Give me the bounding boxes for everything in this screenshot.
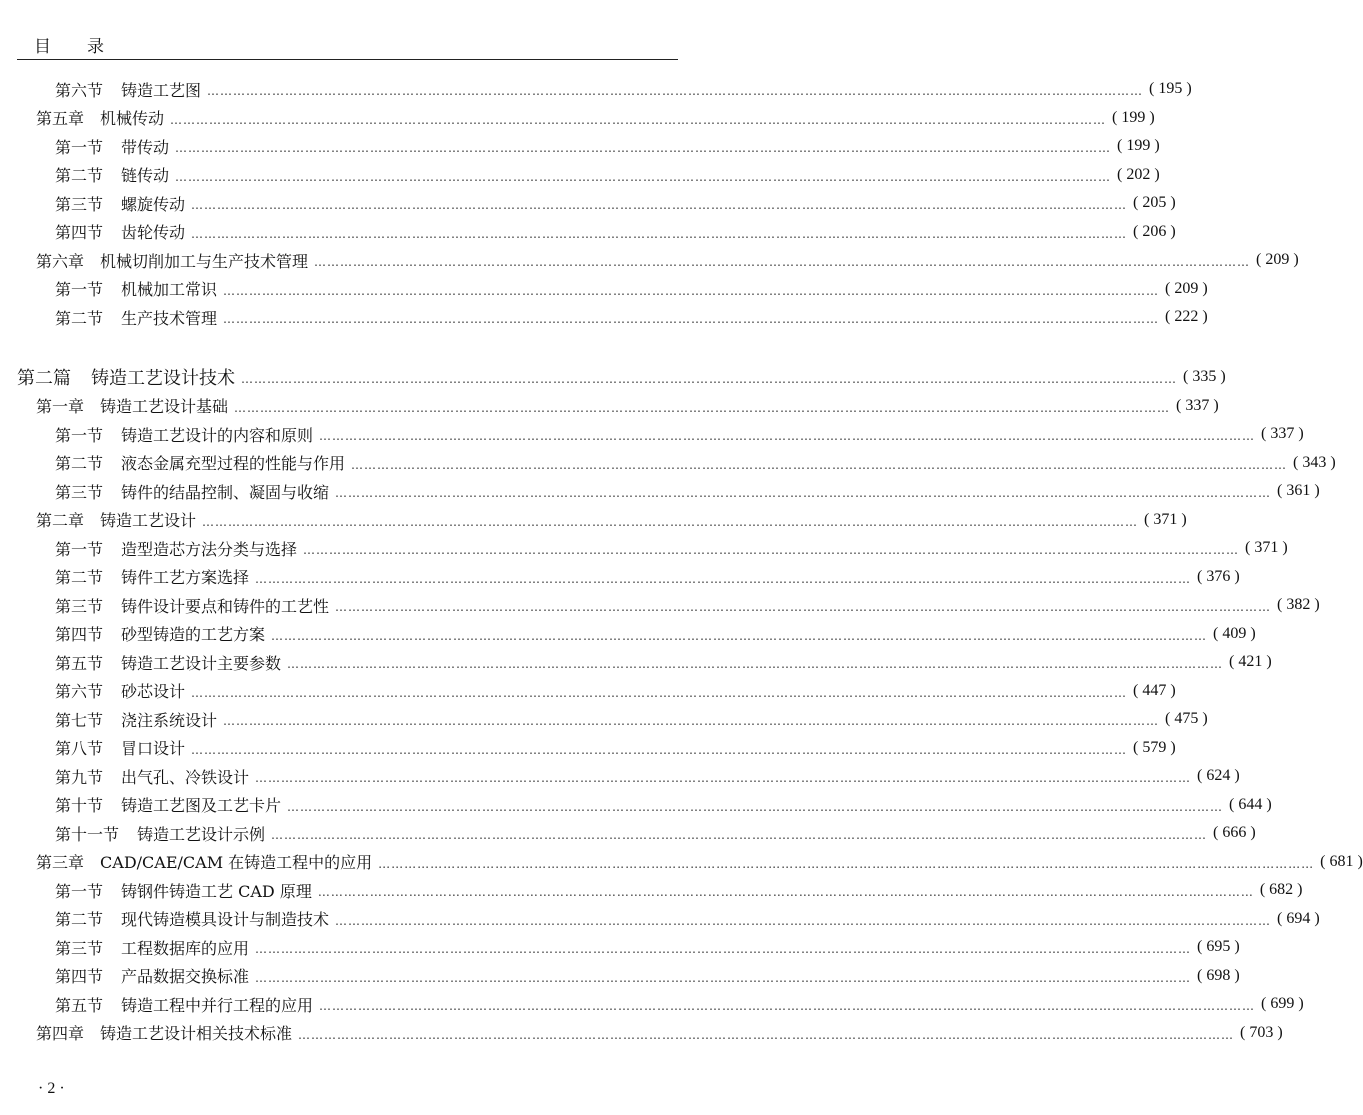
toc-leader-dots: ……………………………………………………………………………………………………………………………………………………………………………………………… xyxy=(255,771,1192,785)
toc-entry-page: ( 371 ) xyxy=(1245,539,1288,556)
toc-entry-title: 砂型铸造的工艺方案 xyxy=(121,625,266,644)
toc-entry-title: 铸造工艺设计的内容和原则 xyxy=(121,425,314,445)
toc-entry-page: ( 624 ) xyxy=(1197,767,1240,784)
toc-entry-page: ( 421 ) xyxy=(1229,653,1272,670)
toc-entry-page: ( 475 ) xyxy=(1165,710,1208,727)
toc-leader-dots: ……………………………………………………………………………………………………………………………………………………………………………………………… xyxy=(287,657,1224,671)
toc-entry-title: 铸钢件铸造工艺 CAD 原理 xyxy=(121,881,312,901)
toc-entry-title: 铸造工艺设计示例 xyxy=(137,824,266,844)
toc-entry[interactable] xyxy=(36,1020,1283,1046)
toc-leader-dots: ……………………………………………………………………………………………………………………………………………………………………………………………… xyxy=(335,486,1272,500)
toc-entry-title: 链传动 xyxy=(121,166,170,185)
toc-entry-page: ( 447 ) xyxy=(1133,681,1176,699)
toc-leader-dots: ……………………………………………………………………………………………………………………………………………………………………………………………… xyxy=(170,112,1107,127)
toc-entry[interactable] xyxy=(55,934,1240,960)
toc-leader-dots: ……………………………………………………………………………………………………………………………………………………………………………………………… xyxy=(298,1027,1235,1042)
page-number: · 2 · xyxy=(38,1080,65,1097)
toc-leader-dots: ……………………………………………………………………………………………………………………………………………………………………………………………… xyxy=(319,999,1256,1013)
toc-entry[interactable] xyxy=(55,763,1240,789)
toc-entry-title: 机械切削加工与生产技术管理 xyxy=(100,251,309,271)
toc-entry-title: 砂芯设计 xyxy=(121,682,186,701)
toc-entry[interactable] xyxy=(55,219,1176,245)
toc-entry-page: ( 695 ) xyxy=(1197,938,1240,955)
toc-leader-dots: ……………………………………………………………………………………………………………………………………………………………………………………………… xyxy=(223,714,1160,728)
toc-entry-page: ( 205 ) xyxy=(1133,194,1176,211)
toc-leader-dots: ……………………………………………………………………………………………………………………………………………………………………………………………… xyxy=(287,799,1224,814)
toc-leader-dots: ……………………………………………………………………………………………………………………………………………………………………………………………… xyxy=(191,198,1128,212)
toc-leader-dots: ……………………………………………………………………………………………………………………………………………………………………………………………… xyxy=(223,312,1160,326)
toc-leader-dots: ……………………………………………………………………………………………………………………………………………………………………………………………… xyxy=(207,84,1144,98)
toc-entry[interactable] xyxy=(36,393,1219,419)
toc-entry-title: 带传动 xyxy=(121,137,170,157)
toc-entry[interactable] xyxy=(55,304,1208,330)
toc-entry-number: 第三章 xyxy=(36,853,85,872)
toc-entry[interactable] xyxy=(55,792,1272,818)
toc-entry-title: 液态金属充型过程的性能与作用 xyxy=(121,454,346,473)
toc-entry[interactable] xyxy=(55,735,1176,761)
toc-entry-page: ( 699 ) xyxy=(1261,995,1304,1012)
toc-entry-title: 现代铸造模具设计与制造技术 xyxy=(121,910,330,929)
toc-entry-title: 铸件的结晶控制、凝固与收缩 xyxy=(121,482,330,502)
toc-entry-number: 第一节 xyxy=(55,137,104,157)
toc-entry-number: 第一节 xyxy=(55,539,104,559)
toc-entry-number: 第九节 xyxy=(55,767,104,787)
toc-entry-number: 第二节 xyxy=(55,910,104,929)
toc-entry-title: 铸造工程中并行工程的应用 xyxy=(121,995,314,1015)
toc-entry-title: 铸造工艺设计基础 xyxy=(100,397,229,416)
toc-entry-page: ( 222 ) xyxy=(1165,308,1208,325)
toc-entry[interactable] xyxy=(17,364,1226,390)
toc-entry-page: ( 579 ) xyxy=(1133,738,1176,756)
toc-entry[interactable] xyxy=(55,991,1304,1017)
toc-entry-page: ( 382 ) xyxy=(1277,596,1320,613)
toc-entry-number: 第三节 xyxy=(55,194,104,214)
toc-entry[interactable] xyxy=(55,621,1256,647)
toc-leader-dots: ……………………………………………………………………………………………………………………………………………………………………………………………… xyxy=(319,429,1256,443)
toc-leader-dots: ……………………………………………………………………………………………………………………………………………………………………………………………… xyxy=(234,400,1171,415)
toc-entry-number: 第六节 xyxy=(55,80,104,100)
toc-leader-dots: ……………………………………………………………………………………………………………………………………………………………………………………………… xyxy=(223,283,1160,298)
toc-entry-number: 第四节 xyxy=(55,223,104,242)
toc-entry-number: 第二节 xyxy=(55,454,104,473)
toc-entry-number: 第二章 xyxy=(36,511,85,530)
toc-entry[interactable] xyxy=(55,133,1160,159)
toc-leader-dots: ……………………………………………………………………………………………………………………………………………………………………………………………… xyxy=(378,856,1315,871)
toc-entry-page: ( 343 ) xyxy=(1293,453,1336,471)
toc-leader-dots: ……………………………………………………………………………………………………………………………………………………………………………………………… xyxy=(335,600,1272,614)
toc-entry-title: 浇注系统设计 xyxy=(121,710,218,730)
toc-entry-title: 冒口设计 xyxy=(121,739,186,758)
toc-entry-number: 第二节 xyxy=(55,166,104,185)
toc-leader-dots: ……………………………………………………………………………………………………………………………………………………………………………………………… xyxy=(314,255,1251,269)
header-char-1: 目 xyxy=(34,37,51,57)
toc-entry[interactable] xyxy=(36,105,1155,131)
toc-entry-title: 机械加工常识 xyxy=(121,280,218,299)
toc-entry[interactable] xyxy=(55,877,1303,903)
toc-entry-title: 工程数据库的应用 xyxy=(121,938,250,958)
toc-entry-title: 生产技术管理 xyxy=(121,308,218,328)
toc-entry[interactable] xyxy=(55,820,1256,846)
toc-entry-page: ( 694 ) xyxy=(1277,909,1320,927)
toc-entry-page: ( 195 ) xyxy=(1149,80,1192,97)
toc-entry-title: 铸造工艺设计技术 xyxy=(91,368,235,389)
toc-entry-page: ( 337 ) xyxy=(1176,396,1219,414)
toc-entry[interactable] xyxy=(55,564,1240,590)
toc-entry-page: ( 703 ) xyxy=(1240,1023,1283,1041)
toc-leader-dots: ……………………………………………………………………………………………………………………………………………………………………………………………… xyxy=(271,628,1208,643)
toc-entry-page: ( 209 ) xyxy=(1256,251,1299,268)
toc-entry-title: CAD/CAE/CAM 在铸造工程中的应用 xyxy=(100,853,373,872)
toc-entry-page: ( 682 ) xyxy=(1259,881,1303,898)
toc-entry-number: 第五节 xyxy=(55,653,104,673)
toc-entry-page: ( 361 ) xyxy=(1277,482,1320,499)
toc-leader-dots: ……………………………………………………………………………………………………………………………………………………………………………………………… xyxy=(303,543,1240,557)
toc-leader-dots: ……………………………………………………………………………………………………………………………………………………………………………………………… xyxy=(175,169,1112,184)
toc-entry-title: 造型造芯方法分类与选择 xyxy=(121,539,298,559)
toc-entry-number: 第四节 xyxy=(55,967,104,986)
toc-entry[interactable] xyxy=(55,592,1320,618)
toc-entry[interactable] xyxy=(55,649,1272,675)
toc-entry-title: 铸件工艺方案选择 xyxy=(121,568,250,587)
toc-leader-dots: ……………………………………………………………………………………………………………………………………………………………………………………………… xyxy=(241,372,1177,386)
toc-entry[interactable] xyxy=(55,162,1160,188)
toc-entry-title: 铸造工艺设计主要参数 xyxy=(121,653,282,673)
toc-entry-number: 第三节 xyxy=(55,482,104,502)
toc-entry-number: 第一节 xyxy=(55,425,104,445)
toc-leader-dots: ……………………………………………………………………………………………………………………………………………………………………………………………… xyxy=(351,457,1288,472)
toc-entry-title: 螺旋传动 xyxy=(121,194,186,214)
header-rule xyxy=(17,59,678,60)
toc-entry[interactable] xyxy=(36,849,1363,875)
toc-entry[interactable] xyxy=(55,963,1240,989)
toc-entry-number: 第六章 xyxy=(36,251,85,271)
toc-entry[interactable] xyxy=(55,76,1192,102)
toc-entry[interactable] xyxy=(55,190,1176,216)
toc-entry-page: ( 666 ) xyxy=(1213,824,1256,841)
toc-entry[interactable] xyxy=(55,421,1304,447)
toc-entry-page: ( 199 ) xyxy=(1112,108,1155,126)
toc-entry-number: 第八节 xyxy=(55,739,104,758)
toc-entry-title: 铸造工艺设计相关技术标准 xyxy=(100,1024,293,1043)
toc-entry-page: ( 681 ) xyxy=(1320,852,1363,870)
toc-entry-title: 铸造工艺图 xyxy=(121,80,202,100)
toc-entry-number: 第三节 xyxy=(55,596,104,616)
toc-leader-dots: ……………………………………………………………………………………………………………………………………………………………………………………………… xyxy=(191,226,1128,241)
toc-entry-number: 第一节 xyxy=(55,881,104,901)
toc-entry-number: 第五章 xyxy=(36,109,85,128)
toc-entry-number: 第二节 xyxy=(55,308,104,328)
toc-entry-number: 第四节 xyxy=(55,625,104,644)
toc-leader-dots: ……………………………………………………………………………………………………………………………………………………………………………………………… xyxy=(255,942,1192,956)
toc-entry-number: 第五节 xyxy=(55,995,104,1015)
toc-entry-title: 齿轮传动 xyxy=(121,223,186,242)
toc-entry-number: 第十节 xyxy=(55,796,104,815)
page-header xyxy=(34,32,104,57)
toc-entry-page: ( 209 ) xyxy=(1165,279,1208,297)
toc-entry-page: ( 335 ) xyxy=(1183,368,1226,385)
toc-entry-number: 第十一节 xyxy=(55,824,120,844)
toc-leader-dots: ……………………………………………………………………………………………………………………………………………………………………………………………… xyxy=(191,685,1128,700)
toc-leader-dots: ……………………………………………………………………………………………………………………………………………………………………………………………… xyxy=(335,913,1272,928)
toc-entry-title: 机械传动 xyxy=(100,109,165,128)
toc-entry-title: 铸造工艺图及工艺卡片 xyxy=(121,796,282,815)
toc-leader-dots: ……………………………………………………………………………………………………………………………………………………………………………………………… xyxy=(255,970,1192,985)
toc-entry-page: ( 337 ) xyxy=(1261,425,1304,442)
toc-entry-page: ( 376 ) xyxy=(1197,567,1240,585)
toc-entry-page: ( 409 ) xyxy=(1213,624,1256,642)
toc-entry-number: 第二节 xyxy=(55,568,104,587)
toc-entry[interactable] xyxy=(55,276,1208,302)
toc-entry[interactable] xyxy=(55,478,1320,504)
toc-entry-number: 第三节 xyxy=(55,938,104,958)
toc-entry-title: 铸造工艺设计 xyxy=(100,511,197,530)
toc-entry[interactable] xyxy=(36,247,1299,273)
header-char-2: 录 xyxy=(87,37,104,57)
toc-entry-page: ( 199 ) xyxy=(1117,137,1160,154)
toc-entry-title: 铸件设计要点和铸件的工艺性 xyxy=(121,596,330,616)
toc-entry[interactable] xyxy=(55,678,1176,704)
toc-entry[interactable] xyxy=(55,906,1320,932)
toc-entry-page: ( 206 ) xyxy=(1133,222,1176,240)
toc-entry-title: 产品数据交换标准 xyxy=(121,967,250,986)
toc-entry-page: ( 698 ) xyxy=(1197,966,1240,984)
toc-leader-dots: ……………………………………………………………………………………………………………………………………………………………………………………………… xyxy=(317,885,1254,899)
toc-entry-page: ( 202 ) xyxy=(1117,165,1160,183)
toc-leader-dots: ……………………………………………………………………………………………………………………………………………………………………………………………… xyxy=(202,514,1139,529)
toc-entry-number: 第一节 xyxy=(55,280,104,299)
toc-entry-number: 第七节 xyxy=(55,710,104,730)
toc-leader-dots: ……………………………………………………………………………………………………………………………………………………………………………………………… xyxy=(271,828,1208,842)
toc-entry[interactable] xyxy=(36,507,1187,533)
toc-entry-number: 第四章 xyxy=(36,1024,85,1043)
toc-entry-page: ( 371 ) xyxy=(1144,510,1187,528)
toc-entry[interactable] xyxy=(55,706,1208,732)
toc-entry-number: 第六节 xyxy=(55,682,104,701)
toc-entry[interactable] xyxy=(55,450,1336,476)
toc-entry-number: 第一章 xyxy=(36,397,85,416)
toc-leader-dots: ……………………………………………………………………………………………………………………………………………………………………………………………… xyxy=(191,742,1128,757)
toc-entry[interactable] xyxy=(55,535,1288,561)
toc-leader-dots: ……………………………………………………………………………………………………………………………………………………………………………………………… xyxy=(255,571,1192,586)
toc-leader-dots: ……………………………………………………………………………………………………………………………………………………………………………………………… xyxy=(175,141,1112,155)
toc-entry-title: 出气孔、冷铁设计 xyxy=(121,767,250,787)
toc-entry-number: 第二篇 xyxy=(17,368,71,389)
toc-entry-page: ( 644 ) xyxy=(1229,795,1272,813)
